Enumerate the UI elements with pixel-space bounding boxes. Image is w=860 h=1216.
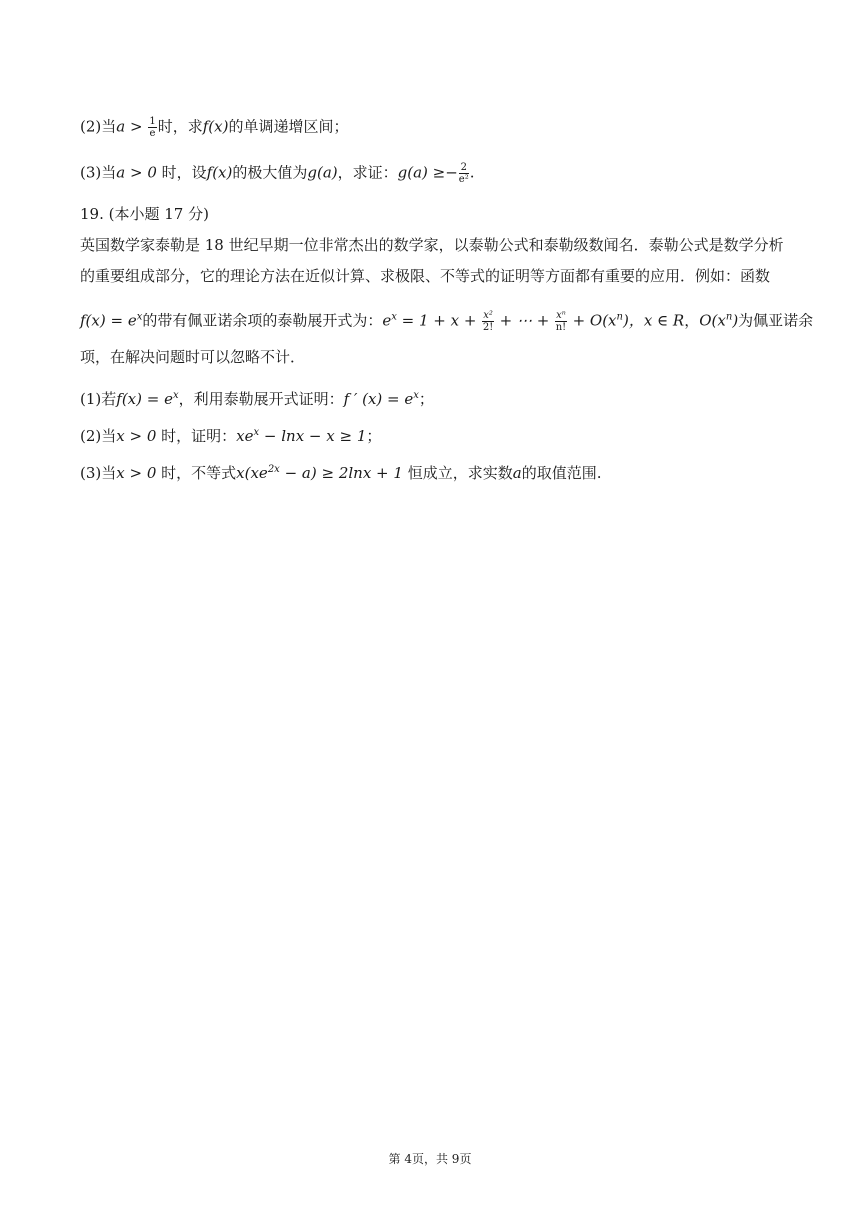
math: f(x) = e [80, 311, 137, 330]
math: = 1 + x + [396, 311, 482, 330]
fraction-numerator: x² [483, 310, 493, 321]
text: ； [418, 390, 434, 408]
page-number-footer: 第 4页，共 9页 [388, 1152, 472, 1166]
math: O(x [699, 311, 726, 330]
intro-line-4: 项，在解决问题时可以忽略不计． [80, 348, 306, 366]
math: )， [622, 311, 644, 330]
math: a > 0 [116, 163, 157, 182]
math: x > 0 [116, 464, 157, 482]
superscript: x [136, 311, 143, 323]
problem-19-header: 19. (本小题 17 分) [80, 205, 209, 223]
fraction-denominator: n! [555, 322, 567, 333]
math: − a) ≥ 2lnx + 1 [279, 464, 403, 482]
math: x(xe [236, 464, 268, 482]
math: x > 0 [116, 427, 157, 445]
superscript: n [725, 311, 733, 323]
superscript: 2x [267, 464, 280, 475]
text: 为佩亚诺余 [738, 311, 814, 330]
math: x ∈ R [643, 311, 685, 330]
text: 的带有佩亚诺余项的泰勒展开式为： [142, 311, 383, 330]
fraction [555, 310, 567, 333]
math: g(a) ≥− [397, 163, 458, 182]
fraction [482, 310, 494, 333]
text: 的取值范围. [521, 464, 602, 482]
problem-19-part2 [80, 426, 381, 446]
math: − lnx − x ≥ 1 [259, 427, 367, 445]
fraction-numerator: xⁿ [556, 310, 566, 321]
superscript: x [413, 390, 419, 401]
fraction-denominator: e [149, 128, 156, 139]
superscript: x [172, 390, 179, 401]
text: ，利用泰勒展开式证明： [178, 390, 344, 408]
text: ，求证： [337, 163, 398, 182]
superscript: n [616, 311, 623, 323]
prev-part2 [80, 116, 348, 139]
part-label: (3) [80, 464, 102, 482]
text: 时，求 [157, 117, 203, 136]
intro-line-2: 的重要组成部分，它的理论方法在近似计算、求极限、不等式的证明等方面都有重要的应用．例如：函数 [80, 267, 771, 285]
problem-19-part3 [80, 463, 601, 483]
math: + O(x [567, 311, 617, 330]
text: 时，证明： [156, 427, 237, 445]
text: 若 [101, 390, 117, 408]
text: 当 [101, 117, 117, 136]
text: 当 [101, 427, 117, 445]
intro-line-1: 英国数学家泰勒是 18 世纪早期一位非常杰出的数学家，以泰勒公式和泰勒级数闻名．泰勒公式是数学分析 [80, 236, 784, 254]
intro-line-3 [80, 310, 813, 333]
part-label: (1) [80, 390, 102, 408]
text: 的单调递增区间； [228, 117, 349, 136]
math: a > [116, 117, 148, 136]
math: f(x) [206, 163, 233, 182]
prev-part2-label: (2) [80, 117, 102, 136]
prev-part3 [80, 162, 475, 185]
math: f(x) [202, 117, 229, 136]
text: 恒成立，求实数 [402, 464, 513, 482]
fraction-numerator: 2 [460, 162, 467, 173]
math: a [512, 464, 522, 482]
text: 当 [101, 464, 117, 482]
text: 的极大值为 [232, 163, 308, 182]
superscript: x [253, 427, 260, 438]
fraction [148, 116, 156, 139]
math: f(x) = e [116, 390, 173, 408]
fraction-denominator: 2! [482, 322, 494, 333]
superscript: x [391, 311, 397, 323]
math: ) [732, 311, 739, 330]
math: + ⋯ + [494, 311, 555, 330]
text: 当 [101, 163, 117, 182]
math: g(a) [307, 163, 338, 182]
part-label: (2) [80, 427, 102, 445]
problem-19-part1 [80, 389, 434, 409]
text: ； [366, 427, 382, 445]
math: xe [236, 427, 254, 445]
text: 时，设 [156, 163, 207, 182]
text: 时，不等式 [156, 464, 237, 482]
fraction [459, 162, 469, 185]
fraction-denominator: e² [458, 174, 469, 185]
prev-part3-label: (3) [80, 163, 102, 182]
math: e [382, 311, 392, 330]
text: . [469, 163, 475, 182]
math: f ′ (x) = e [343, 390, 414, 408]
fraction-numerator: 1 [149, 116, 156, 127]
text: ， [684, 311, 700, 330]
